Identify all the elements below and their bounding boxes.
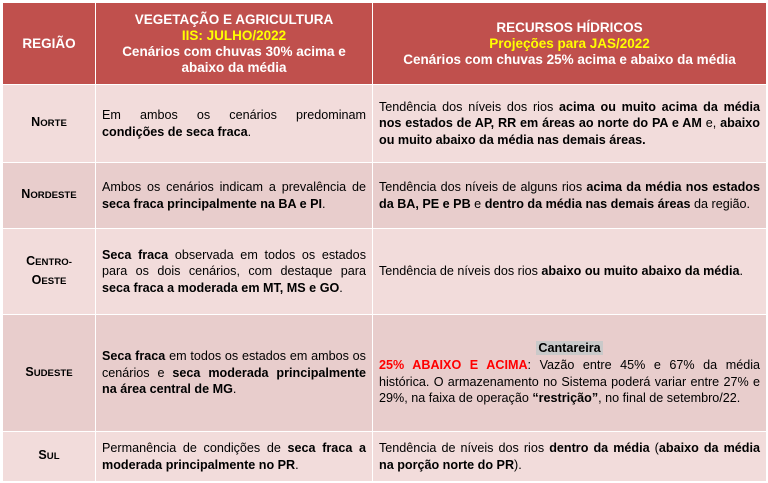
text-run: Tendência dos níveis dos rios bbox=[379, 99, 560, 114]
bold-text-run: seca fraca a moderada em MT, MS e GO bbox=[102, 280, 340, 295]
text-run: , no final de setembro/22. bbox=[598, 391, 741, 405]
text-run: em todos os estados em ambos os cenários e bbox=[102, 349, 366, 380]
vegetation-cell-centro-oeste bbox=[96, 229, 373, 315]
climate-scenarios-table bbox=[2, 2, 767, 482]
bold-text-run: Seca fraca bbox=[102, 349, 166, 364]
text-run: . bbox=[322, 196, 326, 211]
table-row-centro-oeste bbox=[3, 229, 767, 315]
bold-text-run: acima ou muito acima da média nos estados de AP, RR em áreas ao norte do PA e AM bbox=[379, 99, 761, 131]
water-header bbox=[373, 3, 767, 85]
vegetation-subtitle: IIS: JULHO/2022 bbox=[181, 27, 287, 43]
vegetation-cell-sul bbox=[96, 432, 373, 482]
vegetation-cell-sudeste bbox=[96, 315, 373, 432]
text-run: Em ambos os cenários predominam bbox=[102, 108, 366, 122]
text-run: . bbox=[295, 457, 299, 472]
text-run: da região. bbox=[690, 196, 751, 211]
water-cell-norte bbox=[373, 85, 767, 163]
header-row bbox=[3, 3, 767, 85]
text-run: ). bbox=[514, 457, 522, 472]
scenario-label: 25% ABAIXO E ACIMA bbox=[379, 358, 528, 372]
region-cell-sul: SUL bbox=[3, 432, 96, 482]
bold-text-run: “restrição” bbox=[532, 391, 599, 405]
water-cell-centro-oeste bbox=[373, 229, 767, 315]
text-run: Ambos os cenários indicam a prevalência de bbox=[102, 180, 366, 194]
region-cell-sudeste: SUDESTE bbox=[3, 315, 96, 432]
vegetation-desc-line2: abaixo da média bbox=[181, 59, 287, 75]
region-cell-nordeste: NORDESTE bbox=[3, 163, 96, 229]
bold-text-run: dentro da média bbox=[549, 441, 650, 455]
region-header bbox=[3, 3, 96, 85]
vegetation-title: VEGETAÇÃO E AGRICULTURA bbox=[134, 11, 334, 27]
region-cell-norte: NORTE bbox=[3, 85, 96, 163]
vegetation-header bbox=[96, 3, 373, 85]
table-row-sul bbox=[3, 432, 767, 482]
cantareira-title: Cantareira bbox=[538, 340, 601, 355]
water-title: RECURSOS HÍDRICOS bbox=[496, 19, 643, 35]
bold-text-run: abaixo da média na porção norte do PR bbox=[379, 441, 760, 472]
bold-text-run: condições de seca fraca bbox=[102, 124, 248, 139]
bold-text-run: seca fraca principalmente na BA e PI bbox=[102, 196, 323, 211]
bold-text-run: dentro da média nas demais áreas bbox=[484, 196, 691, 211]
bold-text-run: ou muito abaixo da média bbox=[584, 264, 740, 279]
text-run: e, bbox=[701, 116, 721, 131]
vegetation-desc-line1: Cenários com chuvas 30% acima e bbox=[122, 43, 346, 59]
region-cell-centro-oeste: CENTRO-OESTE bbox=[3, 229, 96, 315]
vegetation-cell-nordeste bbox=[96, 163, 373, 229]
text-run: Tendência dos níveis de alguns rios bbox=[379, 180, 587, 194]
water-cell-sul bbox=[373, 432, 767, 482]
bold-text-run: abaixo bbox=[541, 264, 582, 279]
table-row-nordeste bbox=[3, 163, 767, 229]
water-cell-nordeste bbox=[373, 163, 767, 229]
text-run: . bbox=[247, 124, 252, 139]
text-run: e bbox=[470, 196, 485, 211]
text-run: Tendência de níveis dos rios bbox=[379, 441, 550, 455]
bold-text-run: Seca fraca bbox=[102, 247, 169, 262]
water-subtitle: Projeções para JAS/2022 bbox=[489, 35, 650, 51]
bold-text-run: abaixo ou muito abaixo da média nas demais áreas. bbox=[379, 116, 760, 147]
text-run: Tendência de níveis dos rios bbox=[379, 264, 542, 279]
text-run: : Vazão entre 45% e 67% da média histórica. O armazenamento no Sistema poderá variar entre 27% e 29%, na faixa de operação bbox=[379, 358, 761, 405]
vegetation-cell-norte bbox=[96, 85, 373, 163]
region-header-label: REGIÃO bbox=[22, 35, 76, 51]
text-run: observada em todos os estados para os dois cenários, com destaque para bbox=[102, 247, 366, 279]
water-desc: Cenários com chuvas 25% acima e abaixo da média bbox=[403, 51, 736, 67]
bold-text-run: acima da média nos estados da BA, PE e PB bbox=[379, 180, 760, 211]
text-run: . bbox=[339, 280, 343, 295]
text-run: . bbox=[232, 382, 237, 397]
table-row-sudeste bbox=[3, 315, 767, 432]
bold-text-run: seca fraca a moderada principalmente no PR bbox=[102, 441, 366, 472]
text-run: . bbox=[739, 264, 743, 279]
bold-text-run: seca moderada principalmente na área central de MG bbox=[102, 365, 367, 397]
cantareira-text bbox=[379, 357, 760, 407]
text-run: Permanência de condições de bbox=[102, 441, 288, 455]
water-cell-sudeste bbox=[373, 315, 767, 432]
table-row-norte bbox=[3, 85, 767, 163]
text-run: ( bbox=[649, 441, 659, 455]
